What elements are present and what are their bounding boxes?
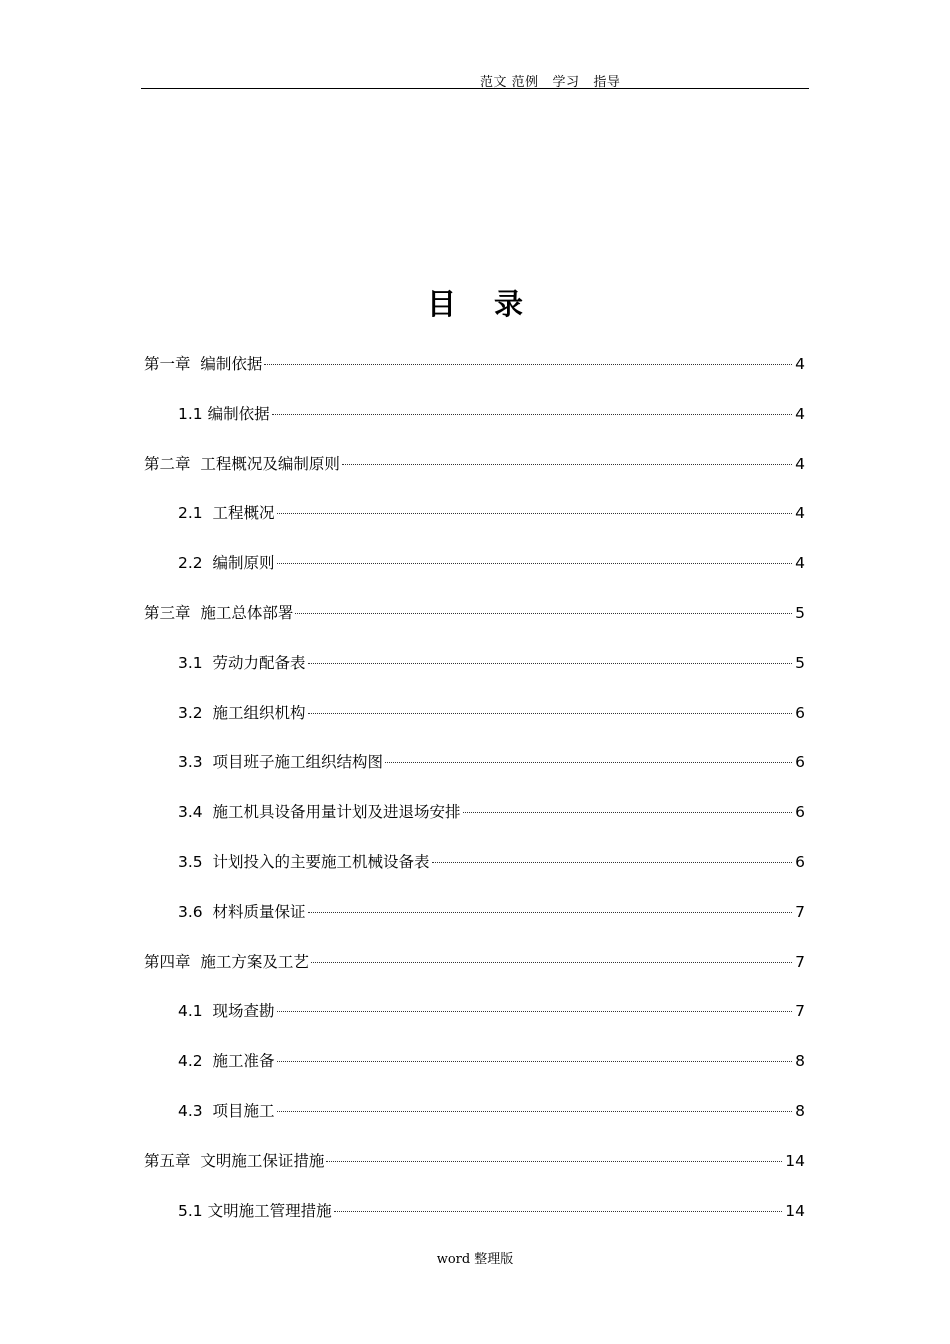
- toc-entry[interactable]: [178, 1049, 805, 1073]
- toc-entry-page: 14: [785, 1152, 805, 1170]
- toc-leader-dots: [277, 563, 793, 564]
- toc-entry-label: 2.2 编制原则: [178, 554, 275, 572]
- toc-entry-page: 4: [795, 455, 805, 473]
- toc-entry-page: 7: [795, 1002, 805, 1020]
- toc-entry-page: 6: [795, 853, 805, 871]
- toc-leader-dots: [463, 812, 793, 813]
- toc-entry[interactable]: [144, 1149, 805, 1173]
- toc-entry-label: 3.2 施工组织机构: [178, 704, 306, 722]
- toc-entry[interactable]: [178, 402, 805, 426]
- toc-leader-dots: [277, 1011, 793, 1012]
- toc-entry-page: 8: [795, 1102, 805, 1120]
- toc-leader-dots: [308, 713, 793, 714]
- toc-leader-dots: [308, 663, 793, 664]
- toc-title: 目录: [426, 287, 561, 321]
- toc-entry-label: 3.3 项目班子施工组织结构图: [178, 753, 384, 771]
- toc-entry-page: 8: [795, 1052, 805, 1070]
- toc-entry-page: 6: [795, 803, 805, 821]
- toc-entry-label: 第四章 施工方案及工艺: [144, 953, 309, 971]
- toc-entry-label: 第三章 施工总体部署: [144, 604, 294, 622]
- toc-entry[interactable]: [144, 352, 805, 376]
- toc-entry[interactable]: [178, 850, 805, 874]
- toc-entry-label: 第一章 编制依据: [144, 355, 263, 373]
- toc-leader-dots: [326, 1161, 782, 1162]
- toc-entry[interactable]: [178, 651, 805, 675]
- toc-entry-page: 5: [795, 604, 805, 622]
- toc-entry-label: 3.6 材料质量保证: [178, 903, 306, 921]
- header-text: 范文 范例 学习 指导: [480, 75, 621, 90]
- toc-entry-page: 4: [795, 355, 805, 373]
- toc-entry[interactable]: [178, 501, 805, 525]
- toc-entry-label: 3.4 施工机具设备用量计划及进退场安排: [178, 803, 461, 821]
- toc-leader-dots: [272, 414, 793, 415]
- toc-entry-label: 4.3 项目施工: [178, 1102, 275, 1120]
- toc-entry[interactable]: [178, 1099, 805, 1123]
- toc-entry[interactable]: [178, 1199, 805, 1223]
- toc-leader-dots: [432, 862, 793, 863]
- toc-entry-page: 7: [795, 903, 805, 921]
- toc-entry[interactable]: [178, 800, 805, 824]
- toc-entry-page: 14: [785, 1202, 805, 1220]
- toc-entry-page: 6: [795, 704, 805, 722]
- toc-entry-page: 4: [795, 554, 805, 572]
- toc-entry-label: 5.1 文明施工管理措施: [178, 1202, 332, 1220]
- toc-leader-dots: [295, 613, 792, 614]
- toc-entry[interactable]: [144, 452, 805, 476]
- toc-entry-page: 4: [795, 504, 805, 522]
- toc-entry-label: 2.1 工程概况: [178, 504, 275, 522]
- toc-leader-dots: [277, 513, 793, 514]
- toc-leader-dots: [311, 962, 792, 963]
- toc-entry[interactable]: [144, 950, 805, 974]
- toc-leader-dots: [277, 1061, 793, 1062]
- header-rule: [141, 88, 809, 89]
- toc-leader-dots: [334, 1211, 783, 1212]
- toc-leader-dots: [264, 364, 792, 365]
- toc-entry-page: 5: [795, 654, 805, 672]
- toc-leader-dots: [342, 464, 792, 465]
- footer-text: word 整理版: [436, 1252, 514, 1267]
- toc-entry-label: 3.1 劳动力配备表: [178, 654, 306, 672]
- toc-entry-page: 6: [795, 753, 805, 771]
- toc-entry[interactable]: [178, 701, 805, 725]
- toc-entry-label: 4.1 现场查勘: [178, 1002, 275, 1020]
- toc-entry[interactable]: [178, 750, 805, 774]
- toc-entry-page: 7: [795, 953, 805, 971]
- toc-leader-dots: [385, 762, 792, 763]
- toc-entry-label: 3.5 计划投入的主要施工机械设备表: [178, 853, 430, 871]
- toc-entry[interactable]: [178, 999, 805, 1023]
- toc-entry-label: 1.1 编制依据: [178, 405, 270, 423]
- toc-entry[interactable]: [178, 551, 805, 575]
- toc-entry[interactable]: [178, 900, 805, 924]
- toc-leader-dots: [277, 1111, 793, 1112]
- toc-entry[interactable]: [144, 601, 805, 625]
- toc-entry-page: 4: [795, 405, 805, 423]
- toc-entry-label: 第二章 工程概况及编制原则: [144, 455, 340, 473]
- toc-leader-dots: [308, 912, 793, 913]
- toc-entry-label: 4.2 施工准备: [178, 1052, 275, 1070]
- toc-entry-label: 第五章 文明施工保证措施: [144, 1152, 325, 1170]
